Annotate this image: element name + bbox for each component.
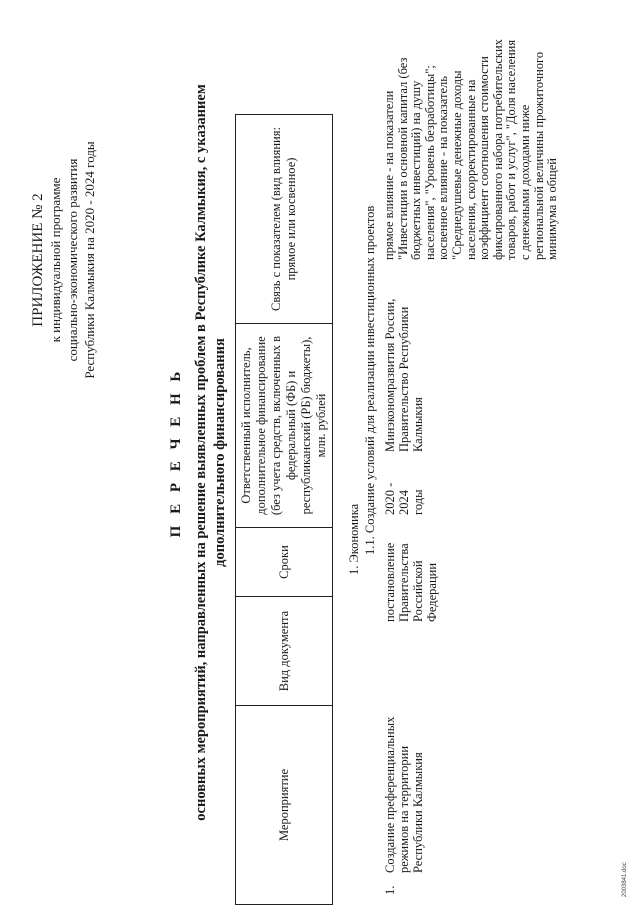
document-subtitle: основных мероприятий, направленных на решение выявленных проблем в Республике Калмыкия, с указанием дополнительного финансирования — [193, 84, 228, 821]
col-header-term: Сроки — [236, 528, 333, 597]
appendix-line-4: Республики Калмыкия на 2020 - 2024 годы — [82, 141, 97, 379]
row-doc-type: постановление Правительства Российской Федерации — [383, 542, 439, 622]
appendix-number: ПРИЛОЖЕНИЕ № 2 — [30, 193, 46, 327]
row-term: 2020 - 2024 годы — [383, 482, 425, 515]
appendix-line-2: к индивидуальной программе — [48, 177, 63, 343]
row-number: 1. — [383, 885, 397, 895]
file-footer: 2003841.doc — [622, 862, 628, 897]
col-header-doc-type: Вид документа — [236, 597, 333, 706]
col-header-link: Связь с показателем (вид влияния: прямое или косвенное) — [236, 115, 333, 324]
col-header-activity: Мероприятие — [236, 706, 333, 905]
appendix-header — [30, 50, 98, 470]
row-responsible: Минэкономразвития России, Правительство Республики Калмыкия — [383, 298, 425, 452]
col-header-responsible: Ответственный исполнитель, дополнительное финансирование (без учета средств, включенных в федеральный (ФБ) и республиканский (РБ) бюджеты), млн. рублей — [236, 324, 333, 528]
row-link: прямое влияние - на показатели "Инвестиции в основной капитал (без бюджетных инвестиций) на душу населения", "Уровень безработицы"; косвенное влияние - на показатель "Среднедушевые денежные доходы населения, скорректированные на коэффициент соотношения стоимости фиксированного набора потребительских товаров, работ и услуг", "Доля населения с денежными доходами ниже региональной величины прожиточного минимума в общей — [382, 39, 560, 260]
row-activity: Создание преференциальных режимов на территории Республики Калмыкия — [383, 716, 425, 873]
section-heading: 1. Экономика — [347, 503, 361, 575]
appendix-line-3: социально-экономического развития — [65, 158, 80, 362]
document-title: П Е Р Е Ч Е Н Ь — [168, 367, 184, 538]
subsection-heading: 1.1. Создание условий для реализации инвестиционных проектов — [363, 205, 377, 555]
header-table — [235, 114, 333, 905]
